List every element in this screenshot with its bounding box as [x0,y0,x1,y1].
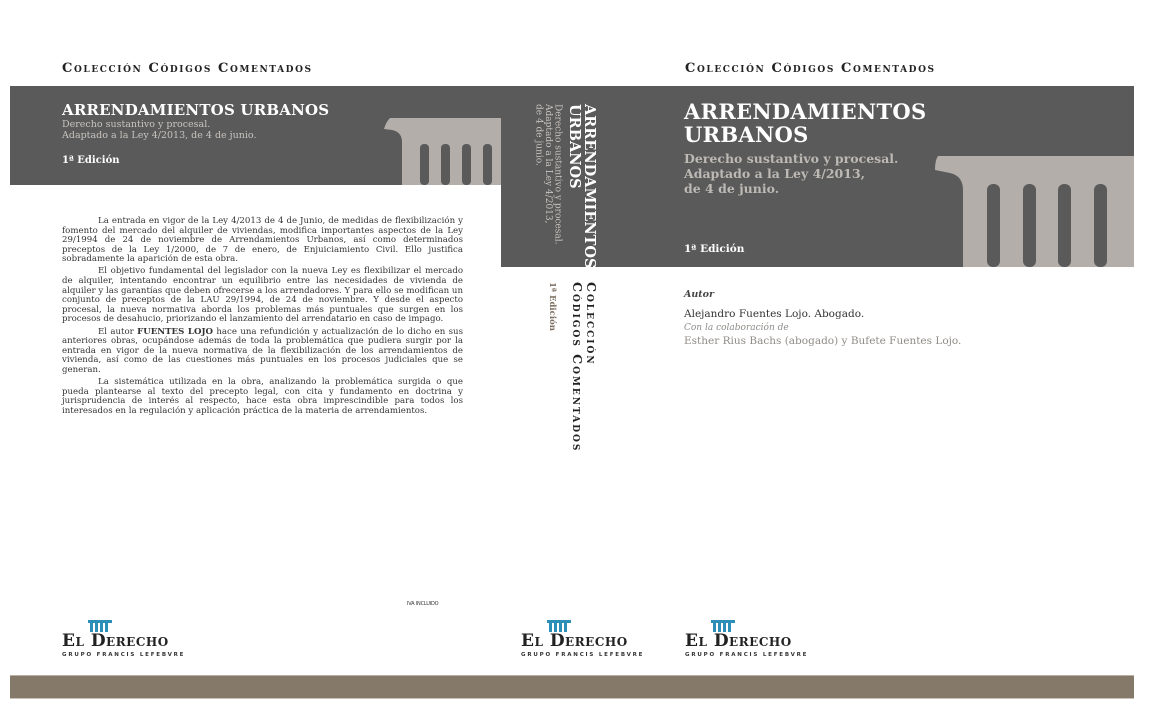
publisher-group: GRUPO FRANCIS LEFEBVRE [685,652,809,658]
back-publisher-logo [62,620,185,658]
back-subtitle-line-1: Derecho sustantivo y procesal. [62,119,211,130]
spine-series-block [570,282,598,452]
back-series-title: Colección Códigos Comentados [62,61,313,76]
front-title-line-2: URBANOS [684,122,809,147]
front-column-icon [935,156,1134,267]
publisher-group: GRUPO FRANCIS LEFEBVRE [62,652,186,658]
blurb-paragraph-1: La entrada en vigor de la Ley 4/2013 de 4 de Junio, de medidas de flexibilización y fomento del mercado del alquiler de viviendas, modifica importantes aspectos de la Ley 29/1994 de 24 de noviembre de Arrendamientos Urbanos, así como determinados preceptos de la Ley 1/2000, de 7 de enero, de Enjuiciamiento Civil. Ello justifica sobradamente la aparición de esta obra. [62,216,463,265]
front-series-title: Colección Códigos Comentados [685,61,936,76]
spine-series-line-2: Códigos Comentados [570,282,585,453]
front-subtitle-line-3: de 4 de junio. [684,181,780,196]
blurb-paragraph-4: La sistemática utilizada en la obra, analizando la problemática surgida o que pueda plantearse al texto del precepto legal, con cita y fundamento en doctrina y jurisprudencia de interés al respecto, hace esta obra imprescindible para todos los interesados en la regulación y aplicación práctica de la materia de arrendamientos. [62,377,463,416]
front-edition: 1ª Edición [684,243,745,255]
spine-subtitle-line-2: Adaptado a la Ley 4/2013, [543,104,553,224]
publisher-group: GRUPO FRANCIS LEFEBVRE [521,652,645,658]
front-title-line-1: ARRENDAMIENTOS [684,99,927,124]
spine-subtitle-block [533,104,562,244]
front-subtitle-line-2: Adaptado a la Ley 4/2013, [684,166,865,181]
front-subtitle-line-1: Derecho sustantivo y procesal. [684,151,899,166]
blurb-paragraph-3 [62,328,463,376]
bottom-color-bar [10,675,1134,699]
blurb-paragraph-2: El objetivo fundamental del legislador con la nueva Ley es flexibilizar el mercado de alquiler, intentando encontrar un equilibrio entre las necesidades de vivienda de alquiler y las garantías que deben ofrecerse a los arrendadores. Y para ello se modifican un conjunto de preceptos de la LAU 29/1994, de 24 de noviembre. Y desde el aspecto procesal, la nueva normativa aborda los problemas más puntuales que surgen en los procesos de desahucio, priorizando el lanzamiento del arrendatario en caso de impago. [62,266,463,325]
publisher-name: El Derecho [685,631,792,651]
spine-title-block [567,104,597,269]
collaboration-label: Con la colaboración de [684,323,789,333]
front-book-subtitle [684,151,898,196]
back-blurb [62,217,463,419]
spine-publisher-logo [521,620,644,658]
front-publisher-logo [685,620,808,658]
back-book-title: ARRENDAMIENTOS URBANOS [62,101,330,119]
blurb-author-pre: El autor [98,326,138,337]
spine-subtitle-line-3: de 4 de junio. [533,104,544,166]
front-book-title [684,100,926,146]
publisher-name: El Derecho [62,631,169,651]
iva-label: IVA INCLUIDO [407,601,439,607]
author-heading: Autor [684,289,715,300]
back-book-subtitle [62,120,256,141]
spine-series-line-1: Colección [584,282,599,366]
spine-edition: 1ª Edición [547,282,557,331]
blurb-author-name: FUENTES LOJO [137,326,214,337]
author-name: Alejandro Fuentes Lojo. Abogado. [684,308,865,320]
back-edition: 1ª Edición [62,155,120,166]
collaboration-names: Esther Rius Bachs (abogado) y Bufete Fuentes Lojo. [684,335,962,347]
back-subtitle-line-2: Adaptado a la Ley 4/2013, de 4 de junio. [62,129,257,141]
spine-title-line-2: URBANOS [566,104,583,189]
publisher-name: El Derecho [521,631,628,651]
spine-title-line-1: ARRENDAMIENTOS [581,104,598,269]
spine-subtitle-line-1: Derecho sustantivo y procesal. [552,104,563,245]
back-column-icon [384,118,501,185]
blurb-author-post: hace una refundición y actualización de lo dicho en sus anteriores obras, ocupándose además de toda la problemática que pudiera surgir por la entrada en vigor de la nueva normativa de la flexibilización de los arrendamientos de vivienda, así como de las cuestiones más puntuales en los procesos judiciales que se generan. [62,326,463,375]
